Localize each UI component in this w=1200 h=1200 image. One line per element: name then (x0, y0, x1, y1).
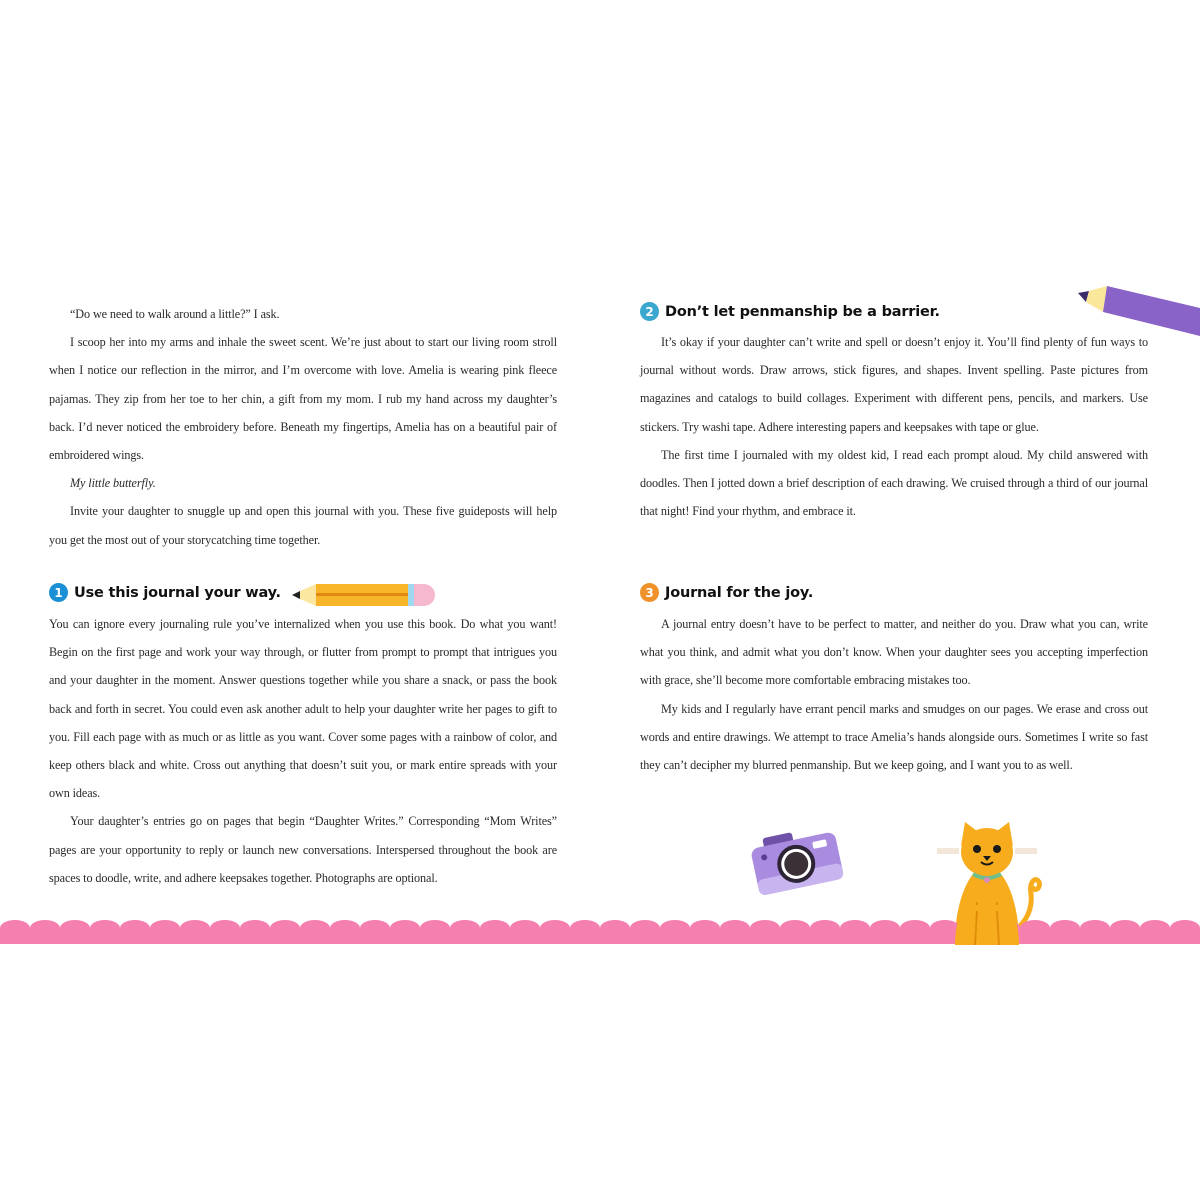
section-paragraph: The first time I journaled with my oldest kid, I read each prompt aloud. My child answered with doodles. Then I jotted down a brief description of each drawing. We cruised through a third of our journal that night! Find your rhythm, and embrace it. (640, 447, 1148, 519)
section-paragraph: You can ignore every journaling rule you’ve internalized when you use this book. Do what you want! Begin on the first page and work your way through, or flutter from prompt to prompt that intrigues you and your daughter in the moment. Answer questions together while you share a snack, or pass the book back and forth in secret. You could even ask another adult to help your daughter write her pages to gift to you. Fill each page with as much or as little as you want. Cover some pages with a rainbow of color, and keep others black and white. Cross out anything that doesn’t suit you, or mark entire spreads with your own ideas. (49, 617, 557, 801)
number-badge-2: 2 (640, 302, 659, 321)
section-paragraph: Your daughter’s entries go on pages that begin “Daughter Writes.” Corresponding “Mom Writes” pages are your opportunity to reply or launch new conversations. Interspersed throughout the book are spaces to doodle, write, and adhere keepsakes together. Photographs are optional. (49, 814, 557, 885)
section-paragraph: It’s okay if your daughter can’t write and spell or doesn’t enjoy it. You’ll find plenty of fun ways to journal without words. Draw arrows, stick figures, and shapes. Invent spelling. Paste pictures from magazines and catalogs to build collages. Experiment with different pens, pencils, and markers. Use stickers. Try washi tape. Adhere interesting papers and keepsakes with tape or glue. (640, 335, 1148, 434)
cat-body-front (955, 905, 1020, 945)
section-2-heading (640, 302, 940, 321)
left-page-intro (49, 300, 557, 554)
number-badge-1: 1 (49, 583, 68, 602)
section-3-body (640, 610, 1148, 779)
section-1-body (49, 610, 557, 892)
section-2-body (640, 328, 1148, 525)
section-1-heading (49, 583, 281, 602)
intro-paragraph: Invite your daughter to snuggle up and open this journal with you. These five guideposts will help you get the most out of your storycatching time together. (49, 504, 557, 547)
section-1-title: Use this journal your way. (74, 584, 281, 601)
intro-paragraph: “Do we need to walk around a little?” I ask. (70, 307, 280, 321)
section-3-title: Journal for the joy. (665, 584, 814, 601)
number-badge-3: 3 (640, 583, 659, 602)
section-paragraph: A journal entry doesn’t have to be perfect to matter, and neither do you. Draw what you can, write what you think, and admit what you don’t know. When your daughter sees you accepting imperfection with grace, she’ll become more comfortable embracing mistakes too. (640, 617, 1148, 688)
section-paragraph: My kids and I regularly have errant pencil marks and smudges on our pages. We erase and cross out words and entire drawings. We attempt to trace Amelia’s hands alongside ours. Sometimes I write so fast they can’t decipher my blurred penmanship. But we keep going, and I want you to as well. (640, 701, 1148, 773)
italic-line: My little butterfly. (70, 476, 156, 491)
intro-paragraph (49, 469, 557, 497)
section-3-heading (640, 583, 813, 602)
camera-icon (745, 820, 845, 895)
yellow-pencil-icon (290, 580, 435, 610)
section-2-title: Don’t let penmanship be a barrier. (665, 303, 940, 320)
intro-paragraph: I scoop her into my arms and inhale the sweet scent. We’re just about to start our living room stroll when I notice our reflection in the mirror, and I’m overcome with love. Amelia is wearing pink fleece pajamas. They zip from her toe to her chin, a gift from my mom. I rub my hand across my daughter’s back. I’d never noticed the embroidery before. Beneath my fingertips, Amelia has on a beautiful pair of embroidered wings. (49, 335, 557, 463)
pink-scallop-border (0, 918, 1200, 944)
